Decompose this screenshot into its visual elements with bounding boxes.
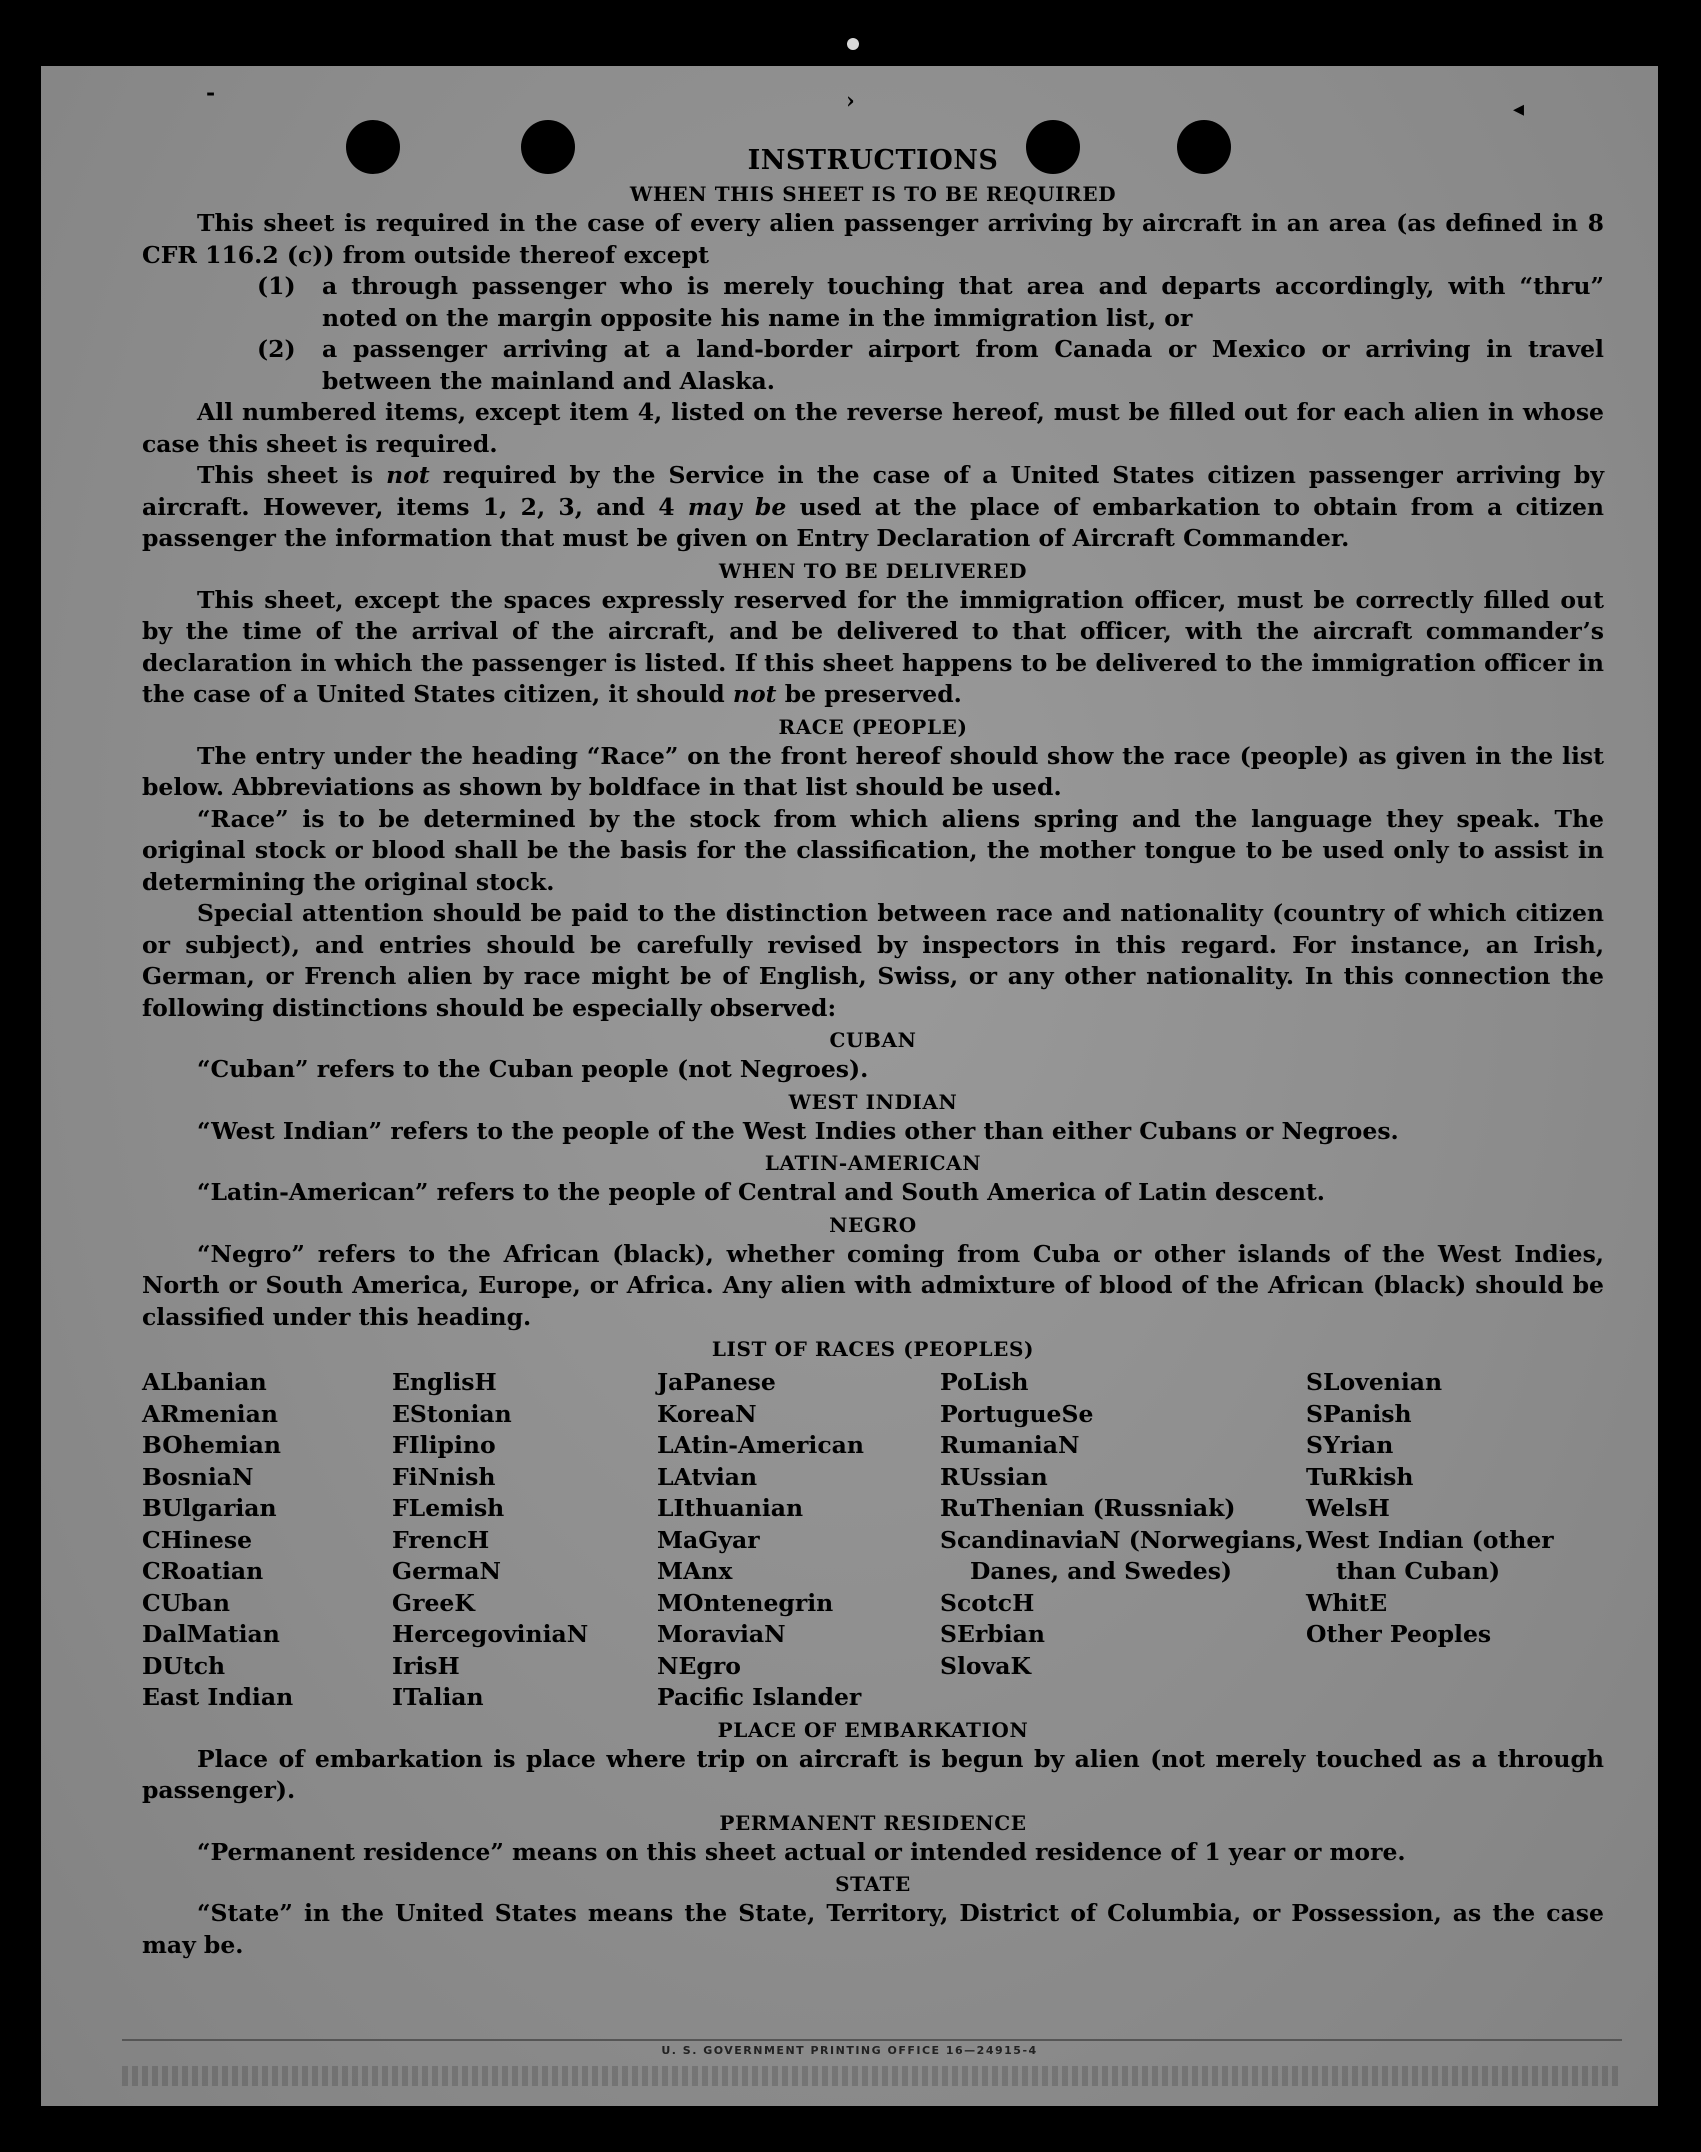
race-entry: ALbanian xyxy=(142,1368,267,1396)
section-heading-required: WHEN THIS SHEET IS TO BE REQUIRED xyxy=(629,182,1117,206)
race-entry: ScandinaviaN (Norwegians, Danes, and Swedes) xyxy=(940,1525,1304,1585)
race-entry: MaGyar xyxy=(657,1525,760,1554)
race-paragraph-1: The entry under the heading “Race” on the front hereof should show the race (people) as given in the list below. Abbreviations as shown by boldface in that list should be used. xyxy=(142,741,1604,801)
races-column xyxy=(657,1367,940,1714)
residence-paragraph: “Permanent residence” means on this sheet actual or intended residence of 1 year or more. xyxy=(197,1837,1406,1866)
race-entry: RumaniaN xyxy=(940,1431,1080,1459)
race-entry: SErbian xyxy=(940,1620,1045,1648)
section-heading-negro: NEGRO xyxy=(829,1212,917,1237)
race-entry: MoraviaN xyxy=(657,1620,786,1648)
exception-number: (2) xyxy=(257,335,296,363)
negro-paragraph: “Negro” refers to the African (black), whether coming from Cuba or other islands of the West Indies, North or South America, Europe, or Africa. Any alien with admixture of blood of the African (black) should be classified under this heading. xyxy=(142,1239,1604,1331)
instructions-content xyxy=(142,140,1604,1961)
required-intro: This sheet is required in the case of every alien passenger arriving by aircraft in an area (as defined in 8 CFR 116.2 (c)) from outside thereof except xyxy=(142,209,1604,269)
west-indian-paragraph: “West Indian” refers to the people of the West Indies other than either Cubans or Negroes. xyxy=(197,1116,1399,1145)
race-entry: GreeK xyxy=(392,1588,475,1617)
top-dot xyxy=(847,38,859,50)
race-entry: SYrian xyxy=(1306,1431,1394,1459)
race-entry: KoreaN xyxy=(657,1399,757,1428)
bleed-through xyxy=(122,2066,1622,2086)
race-entry: RuThenian (Russniak) xyxy=(940,1494,1236,1522)
race-entry: EnglisH xyxy=(392,1368,497,1396)
required-paragraph-3: This sheet is not required by the Service in the case of a United States citizen passenger arriving by aircraft. However, items 1, 2, 3, and 4 may be used at the place of embarkation to obtain from a citizen passenger the information that must be given on Entry Declaration of Aircraft Commander. xyxy=(142,461,1605,552)
race-entry: CUban xyxy=(142,1588,230,1617)
race-entry: GermaN xyxy=(392,1557,501,1585)
race-entry: DUtch xyxy=(142,1651,226,1680)
race-entry: SLovenian xyxy=(1306,1368,1443,1396)
race-entry: West Indian (other than Cuban) xyxy=(1306,1525,1554,1585)
race-entry: BUlgarian xyxy=(142,1494,277,1522)
race-entry: ITalian xyxy=(392,1683,484,1711)
race-entry: SlovaK xyxy=(940,1651,1031,1680)
scan-mark: - xyxy=(206,80,216,106)
exception-number: (1) xyxy=(257,272,296,300)
race-paragraph-3: Special attention should be paid to the distinction between race and nationality (country of which citizen or subject), and entries should be carefully revised by inspectors in this regard. For instance, an Irish, German, or French alien by race might be of English, Swiss, or any other nationality. In this connection the following distinctions should be especially observed: xyxy=(142,899,1604,1022)
exception-text: a passenger arriving at a land-border airport from Canada or Mexico or arriving in travel between the mainland and Alaska. xyxy=(322,335,1604,395)
scan-mark: ◂ xyxy=(1513,96,1525,122)
race-entry: WelsH xyxy=(1306,1494,1390,1522)
state-paragraph: “State” in the United States means the State, Territory, District of Columbia, or Possession, as the case may be. xyxy=(142,1899,1604,1959)
section-heading-residence: PERMANENT RESIDENCE xyxy=(719,1810,1027,1835)
race-entry: JaPanese xyxy=(657,1368,776,1396)
required-paragraph-2: All numbered items, except item 4, listed on the reverse hereof, must be filled out for each alien in whose case this sheet is required. xyxy=(142,398,1604,458)
race-entry: BosniaN xyxy=(142,1462,254,1491)
race-entry: WhitE xyxy=(1306,1588,1388,1617)
race-entry: CHinese xyxy=(142,1525,253,1554)
scan-mark: › xyxy=(846,88,855,114)
races-column xyxy=(392,1367,657,1714)
cuban-paragraph: “Cuban” refers to the Cuban people (not Negroes). xyxy=(197,1055,869,1083)
race-entry: TuRkish xyxy=(1306,1462,1414,1491)
race-entry: PortugueSe xyxy=(940,1399,1094,1428)
race-entry: PoLish xyxy=(940,1368,1029,1396)
race-entry: RUssian xyxy=(940,1462,1048,1491)
race-entry: ScotcH xyxy=(940,1588,1035,1617)
section-heading-delivered: WHEN TO BE DELIVERED xyxy=(718,558,1028,583)
exception-item xyxy=(142,271,1604,334)
race-paragraph-2: “Race” is to be determined by the stock from which aliens spring and the language they speak. The original stock or blood shall be the basis for the classification, the mother tongue to be used only to assist in determining the original stock. xyxy=(142,804,1604,896)
race-entry: FrencH xyxy=(392,1525,490,1554)
race-entry: FIlipino xyxy=(392,1431,496,1459)
race-entry: LAtin-American xyxy=(657,1431,864,1459)
page-title: INSTRUCTIONS xyxy=(747,145,999,176)
footer-rule xyxy=(122,2039,1622,2041)
race-entry: CRoatian xyxy=(142,1557,264,1585)
race-entry: NEgro xyxy=(657,1651,741,1680)
race-entry: Pacific Islander xyxy=(657,1683,862,1711)
section-heading-state: STATE xyxy=(835,1872,911,1896)
section-heading-list-of-races: LIST OF RACES (PEOPLES) xyxy=(711,1337,1035,1361)
race-entry: East Indian xyxy=(142,1683,294,1711)
section-heading-west-indian: WEST INDIAN xyxy=(788,1089,958,1114)
race-entry: BOhemian xyxy=(142,1431,281,1459)
race-entry: ARmenian xyxy=(142,1399,278,1428)
exception-text: a through passenger who is merely touching that area and departs accordingly, with “thru” noted on the margin opposite his name in the immigration list, or xyxy=(322,272,1604,332)
race-entry: DalMatian xyxy=(142,1620,280,1648)
section-heading-embarkation: PLACE OF EMBARKATION xyxy=(717,1717,1029,1742)
race-entry: SPanish xyxy=(1306,1399,1412,1428)
races-list xyxy=(142,1367,1604,1714)
embarkation-paragraph: Place of embarkation is place where trip on aircraft is begun by alien (not merely touched as a through passenger). xyxy=(142,1744,1604,1804)
race-entry: FLemish xyxy=(392,1494,505,1522)
races-column xyxy=(940,1367,1306,1714)
race-entry: LAtvian xyxy=(657,1462,758,1491)
exception-item xyxy=(142,334,1604,397)
race-entry: EStonian xyxy=(392,1399,512,1428)
document-sheet xyxy=(41,66,1658,2106)
races-column xyxy=(1306,1367,1604,1714)
race-entry: MAnx xyxy=(657,1557,733,1585)
race-entry: FiNnish xyxy=(392,1462,496,1491)
delivered-paragraph: This sheet, except the spaces expressly reserved for the immigration officer, must be correctly filled out by the time of the arrival of the aircraft, and be delivered to that officer, with the aircraft commander’s declaration in which the passenger is listed. If this sheet happens to be delivered to the immigration officer in the case of a United States citizen, it should not be preserved. xyxy=(142,585,1604,708)
race-entry: MOntenegrin xyxy=(657,1588,834,1617)
races-column xyxy=(142,1367,392,1714)
section-heading-cuban: CUBAN xyxy=(829,1028,917,1052)
race-entry: Other Peoples xyxy=(1306,1620,1492,1648)
race-entry: IrisH xyxy=(392,1651,460,1680)
section-heading-latin-american: LATIN-AMERICAN xyxy=(764,1151,982,1175)
printer-imprint: U. S. GOVERNMENT PRINTING OFFICE 16—24915-4 xyxy=(661,2044,1038,2057)
race-entry: LIthuanian xyxy=(657,1494,804,1522)
section-heading-race: RACE (PEOPLE) xyxy=(778,714,968,739)
race-entry: HercegoviniaN xyxy=(392,1620,589,1648)
latin-american-paragraph: “Latin-American” refers to the people of Central and South America of Latin descent. xyxy=(197,1178,1325,1206)
